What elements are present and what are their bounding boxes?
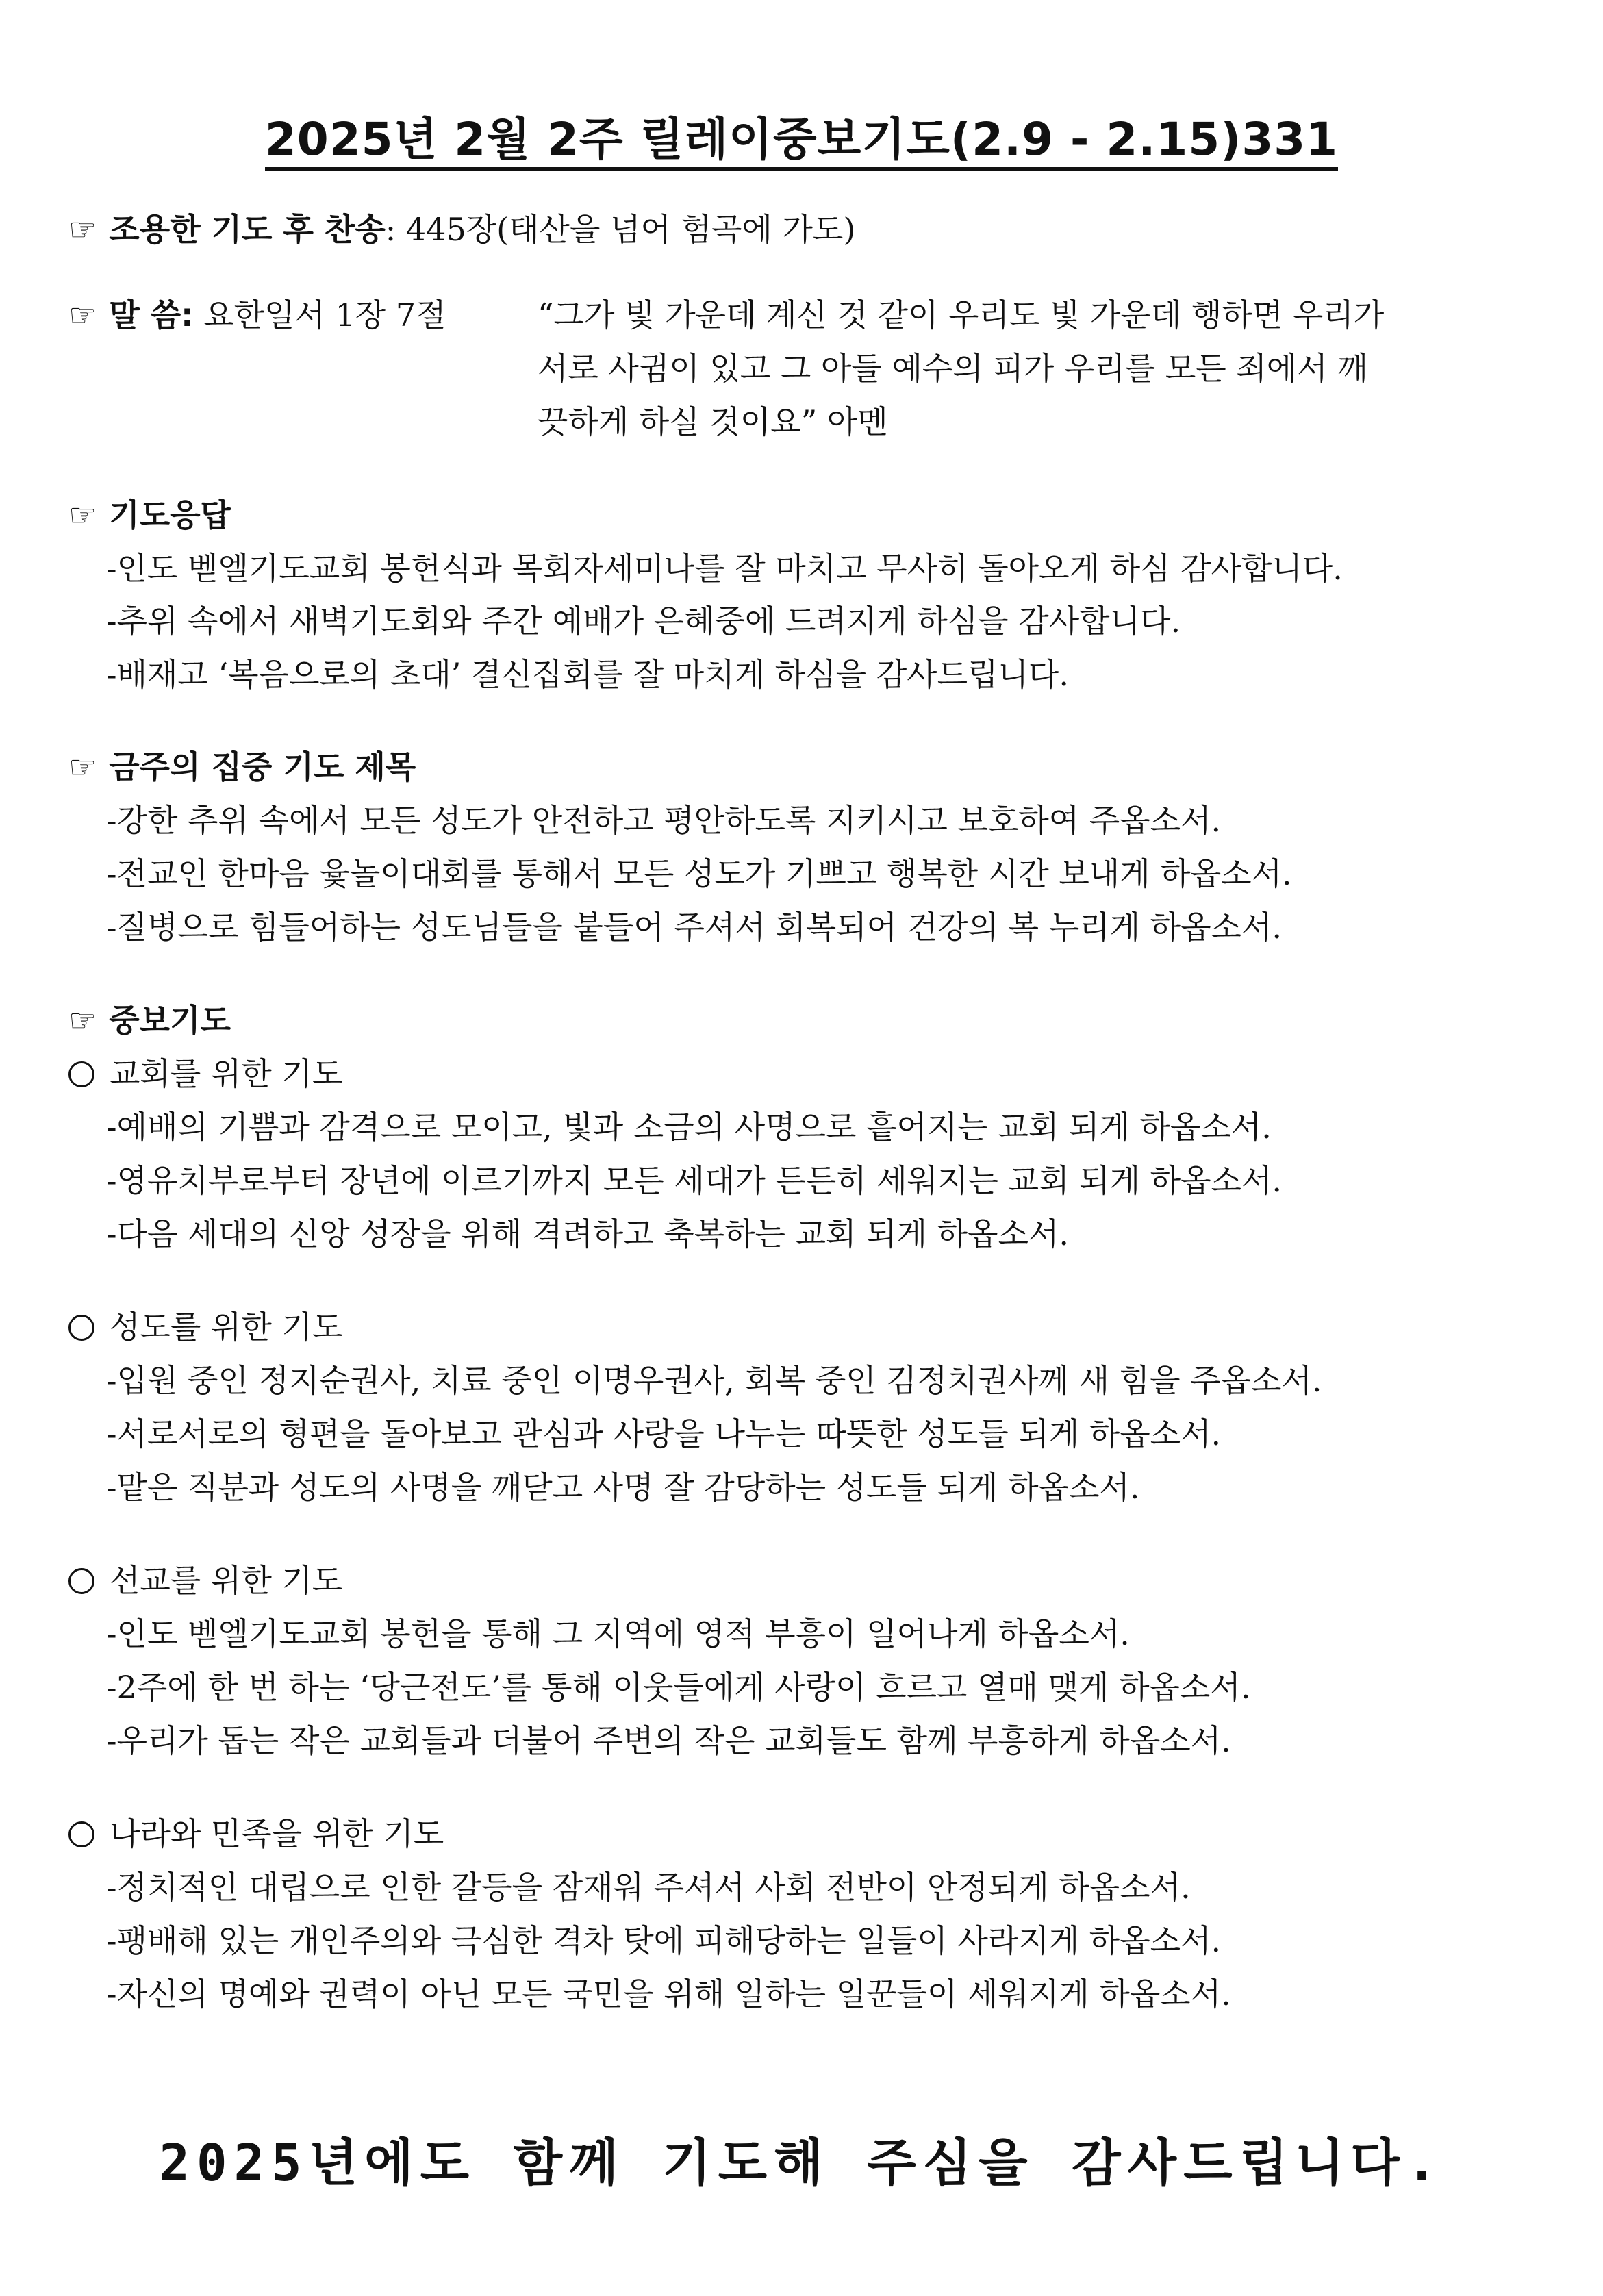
circle-bullet-icon bbox=[68, 1315, 94, 1341]
circle-bullet-icon bbox=[68, 1821, 94, 1847]
section-title-nation: 나라와 민족을 위한 기도 bbox=[68, 1813, 444, 1854]
list-item: -2주에 한 번 하는 ‘당근전도’를 통해 이웃들에게 사랑이 흐르고 열매 맺게 하옵소서. bbox=[106, 1669, 1251, 1706]
word-verse-line: 끗하게 하실 것이요” 아멘 bbox=[538, 403, 888, 440]
section-title-mission: 선교를 위한 기도 bbox=[68, 1560, 342, 1601]
circle-bullet-icon bbox=[68, 1061, 94, 1087]
pointing-hand-icon: ☞ bbox=[68, 748, 97, 785]
hymn-label: 조용한 기도 후 찬송 bbox=[109, 211, 386, 248]
hymn-line bbox=[68, 209, 855, 250]
list-item: -추위 속에서 새벽기도회와 주간 예배가 은혜중에 드려지게 하심을 감사합니다. bbox=[106, 603, 1181, 640]
section-title-church: 교회를 위한 기도 bbox=[68, 1053, 342, 1094]
word-line bbox=[68, 294, 446, 336]
word-reference: 요한일서 1장 7절 bbox=[203, 297, 446, 333]
list-item: -예배의 기쁨과 감격으로 모이고, 빛과 소금의 사명으로 흩어지는 교회 되게 하옵소서. bbox=[106, 1109, 1272, 1146]
hymn-value: : 445장(태산을 넘어 험곡에 가도) bbox=[385, 211, 856, 248]
page-title: 2025년 2월 2주 릴레이중보기도(2.9 - 2.15)331 bbox=[0, 103, 1603, 168]
list-item: -강한 추위 속에서 모든 성도가 안전하고 평안하도록 지키시고 보호하여 주옵소서. bbox=[106, 802, 1222, 839]
list-item: -전교인 한마음 윷놀이대회를 통해서 모든 성도가 기쁘고 행복한 시간 보내게 하옵소서. bbox=[106, 855, 1292, 892]
pointing-hand-icon: ☞ bbox=[68, 1002, 97, 1039]
list-item: -다음 세대의 신앙 성장을 위해 격려하고 축복하는 교회 되게 하옵소서. bbox=[106, 1215, 1069, 1252]
focus-heading: ☞ 금주의 집중 기도 제목 bbox=[68, 748, 416, 785]
list-item: -인도 벧엘기도교회 봉헌을 통해 그 지역에 영적 부흥이 일어나게 하옵소서. bbox=[106, 1615, 1130, 1652]
intercession-heading: ☞ 중보기도 bbox=[68, 1002, 231, 1039]
list-item: -맡은 직분과 성도의 사명을 깨닫고 사명 잘 감당하는 성도들 되게 하옵소서. bbox=[106, 1469, 1140, 1506]
word-label: 말 씀: bbox=[109, 297, 194, 333]
pointing-hand-icon: ☞ bbox=[68, 496, 97, 533]
list-item: -정치적인 대립으로 인한 갈등을 잠재워 주셔서 사회 전반이 안정되게 하옵소서. bbox=[106, 1869, 1191, 1906]
list-item: -질병으로 힘들어하는 성도님들을 붙들어 주셔서 회복되어 건강의 복 누리게 하옵소서. bbox=[106, 909, 1283, 946]
section-title-saints: 성도를 위한 기도 bbox=[68, 1307, 342, 1348]
word-verse-line: “그가 빛 가운데 계신 것 같이 우리도 빛 가운데 행하면 우리가 bbox=[538, 297, 1385, 333]
word-verse-line: 서로 사귐이 있고 그 아들 예수의 피가 우리를 모든 죄에서 깨 bbox=[538, 350, 1368, 387]
list-item: -팽배해 있는 개인주의와 극심한 격차 탓에 피해당하는 일들이 사라지게 하옵소서. bbox=[106, 1922, 1222, 1959]
list-item: -자신의 명예와 권력이 아닌 모든 국민을 위해 일하는 일꾼들이 세워지게 하옵소서. bbox=[106, 1976, 1231, 2013]
pointing-hand-icon: ☞ bbox=[68, 297, 97, 333]
answers-heading: ☞ 기도응답 bbox=[68, 496, 231, 533]
list-item: -입원 중인 정지순권사, 치료 중인 이명우권사, 회복 중인 김정치권사께 새 힘을 주옵소서. bbox=[106, 1362, 1322, 1399]
pointing-hand-icon: ☞ bbox=[68, 211, 97, 248]
list-item: -배재고 ‘복음으로의 초대’ 결신집회를 잘 마치게 하심을 감사드립니다. bbox=[106, 656, 1069, 693]
list-item: -우리가 돕는 작은 교회들과 더불어 주변의 작은 교회들도 함께 부흥하게 하옵소서. bbox=[106, 1722, 1231, 1759]
list-item: -인도 벧엘기도교회 봉헌식과 목회자세미나를 잘 마치고 무사히 돌아오게 하심 감사합니다. bbox=[106, 550, 1343, 587]
list-item: -영유치부로부터 장년에 이르기까지 모든 세대가 든든히 세워지는 교회 되게 하옵소서. bbox=[106, 1162, 1283, 1199]
closing-message: 2025년에도 함께 기도해 주심을 감사드립니다. bbox=[159, 2134, 1444, 2193]
circle-bullet-icon bbox=[68, 1568, 94, 1594]
list-item: -서로서로의 형편을 돌아보고 관심과 사랑을 나누는 따뜻한 성도들 되게 하옵소서. bbox=[106, 1415, 1222, 1452]
